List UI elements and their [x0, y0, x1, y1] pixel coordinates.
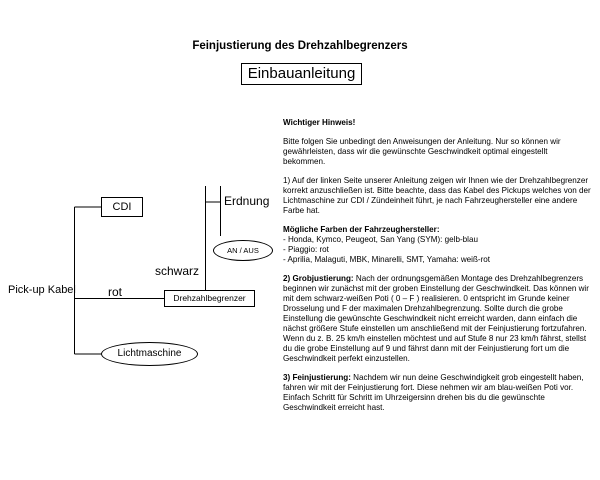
list-item: - Honda, Kymco, Peugeot, San Yang (SYM): gelb-blau: [283, 235, 478, 244]
list-item: - Piaggio: rot: [283, 245, 329, 254]
point3-paragraph: 3) Feinjustierung: Nachdem wir nun deine Geschwindigkeit grob eingestellt haben, fahren wir mit der Feinjustierung fort. Diese nehmen wir am blau-weißen Poti vor. Einfach Schritt für Schritt im Uhrzeigersinn drehen bis du die gewünschte Geschwindkeit erreicht hast.: [283, 373, 584, 412]
farben-list: [283, 235, 591, 265]
list-item: - Aprilia, Malaguti, MBK, Minarelli, SMT, Yamaha: weiß-rot: [283, 255, 491, 264]
point1-paragraph: 1) Auf der linken Seite unserer Anleitung zeigen wir Ihnen wie der Drehzahlbegrenzer korrekt anzuschließen ist. Bitte beachte, dass das Kabel des Pickups welches von der Lichtmaschine zur CDI / Zündeinheit führt, je nach Fahrzeughersteller eine andere Farbe hat.: [283, 176, 591, 215]
cdi-box: CDI: [101, 197, 143, 217]
schwarz-label: schwarz: [155, 264, 200, 278]
rot-label: rot: [108, 285, 123, 299]
document-subtitle: Einbauanleitung: [241, 63, 362, 85]
point2-paragraph: 2) Grobjustierung: Nach der ordnungsgemäßen Montage des Drehzahlbegrenzers beginnen wir zunächst mit der groben Einstellung der Geschwindkeit. Das können wir mit dem schwarz-weißen Poti ( 0 – F ) realisieren. 0 entspricht im Grunde keiner Drosselung und F der maximalen Drehzahlbegrenzung. Sollte durch die grobe Einstellung die gewünschte Geschwindkeit nicht erreicht warden, dann einfach die nächst größere Stufe einstellen um anschließend mit der Feinjustierung fortzufahren. Wenn du z. B. 25 km/h einstellen möchtest und auf Stufe 8 nur 23 km/h fährst, stellst du die grobe Einstellung auf 9 und fährst dann mit der Feinjustierung fort um die Geschwindkeit perfekt einzustellen.: [283, 274, 589, 363]
document-title: Feinjustierung des Drehzahlbegrenzers: [192, 40, 408, 52]
drehzahlbegrenzer-box: Drehzahlbegrenzer: [164, 290, 255, 307]
farben-heading: Mögliche Farben der Fahrzeughersteller:: [283, 225, 440, 234]
hinweis-heading: Wichtiger Hinweis!: [283, 118, 356, 127]
lichtmaschine-oval: Lichtmaschine: [101, 342, 198, 366]
instructions: [283, 118, 591, 422]
pickup-label: Pick-up Kabel: [8, 284, 76, 296]
an-aus-oval: AN / AUS: [213, 240, 273, 261]
intro-paragraph: Bitte folgen Sie unbedingt den Anweisungen der Anleitung. Nur so können wir gewährleisten, dass wir die gewünschte Geschwindkeit optimal eingestellt bekommen.: [283, 137, 561, 166]
erdnung-label: Erdnung: [224, 194, 270, 208]
